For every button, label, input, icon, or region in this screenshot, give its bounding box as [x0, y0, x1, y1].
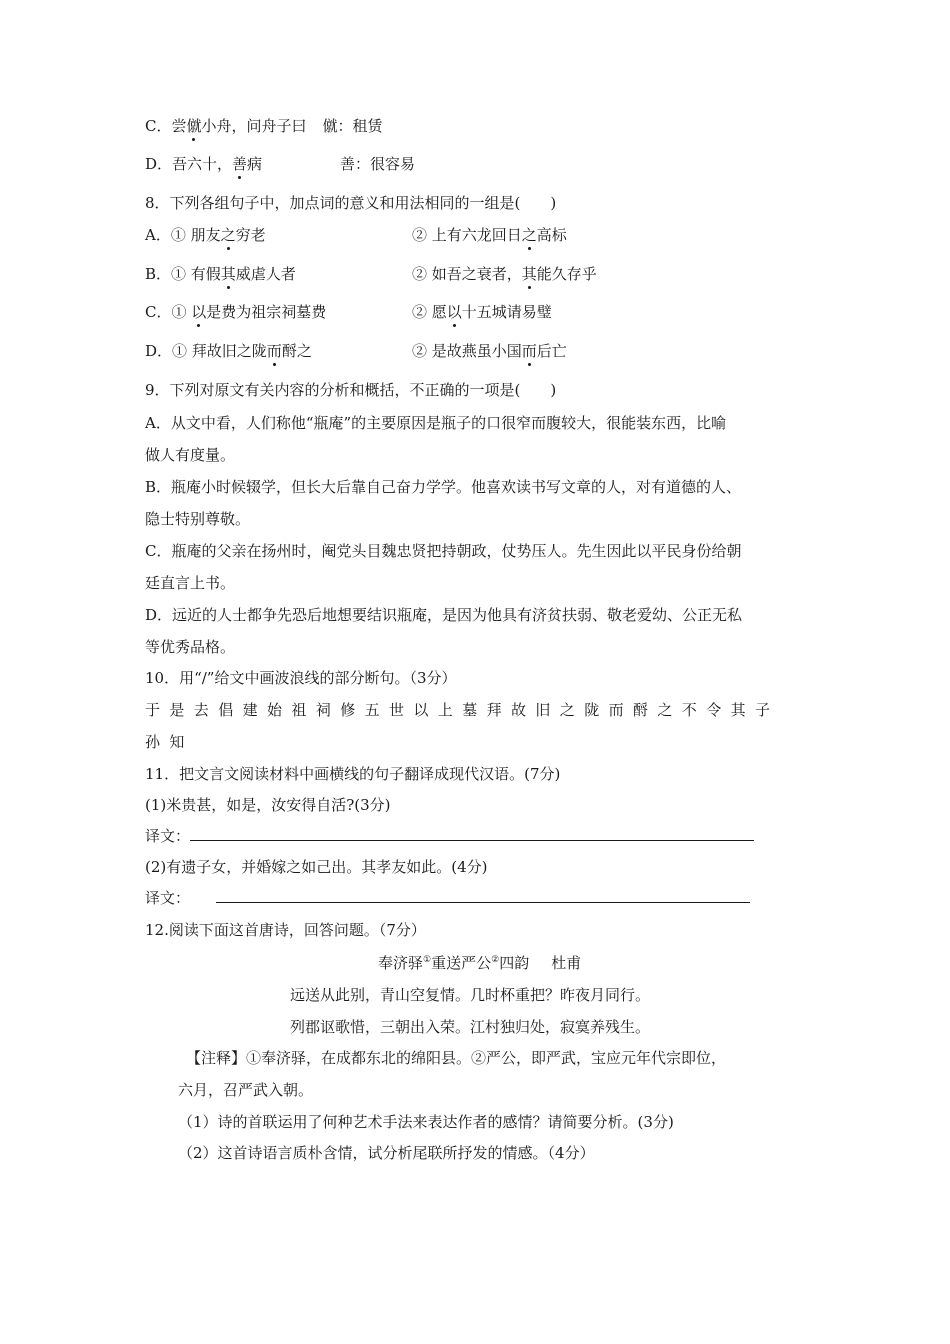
- translation-label: 译文：: [145, 827, 191, 845]
- q8-option-b: B．① 有假其威虐人者 ② 如吾之衰者，其能久存乎: [145, 265, 597, 283]
- q7-option-c: C．尝僦小舟，问舟子曰 僦：租赁: [145, 117, 383, 135]
- q11-part2: (2)有遗子女，并婚嫁之如己出。其孝友如此。(4分): [145, 858, 488, 876]
- dotted-char: 之: [220, 226, 236, 244]
- q7-option-c-gloss: 僦：租赁: [322, 117, 383, 135]
- q9-option-c-line2: 廷直言上书。: [145, 574, 236, 592]
- q8-option-a: A．① 朋友之穷老 ② 上有六龙回日之高标: [145, 226, 567, 244]
- q12-stem: 12.阅读下面这首唐诗，回答问题。（7分）: [145, 921, 426, 939]
- q8-option-d: D．① 拜故旧之陇而酹之 ② 是故燕虽小国而后亡: [145, 342, 567, 360]
- q7-option-d-gloss: 善：很容易: [340, 155, 416, 173]
- q12-subquestion1: （1）诗的首联运用了何种艺术手法来表达作者的感情？请简要分析。(3分): [178, 1113, 674, 1131]
- q12-subquestion2: （2）这首诗语言质朴含情，试分析尾联所抒发的情感。（4分）: [178, 1144, 595, 1162]
- q10-stem: 10．用“/”给文中画波浪线的部分断句。（3分）: [145, 669, 457, 687]
- dotted-char: 而: [521, 342, 537, 360]
- dotted-char: 僦: [186, 117, 202, 135]
- dotted-char: 以: [446, 303, 462, 321]
- q7-option-d: D．吾六十，善病 善：很容易: [145, 155, 416, 173]
- dotted-char: 善: [232, 155, 248, 173]
- q9-option-d-line1: D．远近的人士都争先恐后地想要结识瓶庵，是因为他具有济贫扶弱、敬老爱幼、公正无私: [145, 606, 743, 624]
- dotted-char: 以: [191, 303, 207, 321]
- q11-part1: (1)米贵甚，如是，汝安得自活?(3分): [145, 796, 391, 814]
- poem-line1: 远送从此别，青山空复情。几时杯重把？昨夜月同行。: [290, 986, 651, 1004]
- dotted-char: 之: [521, 226, 537, 244]
- poem-note-line1: 【注释】①奉济驿，在成都东北的绵阳县。②严公，即严武，宝应元年代宗即位，: [186, 1049, 727, 1067]
- q9-option-b-line1: B．瓶庵小时候辍学，但长大后靠自己奋力学学。他喜欢读书写文章的人，对有道德的人、: [145, 478, 742, 496]
- q9-stem: 9．下列对原文有关内容的分析和概括，不正确的一项是( ): [145, 381, 557, 399]
- q9-option-a-line2: 做人有度量。: [145, 446, 236, 464]
- q9-option-a-line1: A．从文中看，人们称他“瓶庵”的主要原因是瓶子的口很窄而腹较大，很能装东西，比喻: [145, 414, 727, 432]
- q8-option-c: C．① 以是费为祖宗祠墓费 ② 愿以十五城请易璧: [145, 303, 552, 321]
- q11-answer-line1: [145, 826, 754, 846]
- poem-note-line2: 六月，召严武入朝。: [178, 1081, 314, 1099]
- q9-option-b-line2: 隐士特别尊敬。: [145, 510, 251, 528]
- q9-option-c-line1: C．瓶庵的父亲在扬州时，阉党头目魏忠贤把持朝政，仗势压人。先生因此以平民身份给朝: [145, 542, 742, 560]
- q10-text-line1: 于是去倡建始祖祠修五世以上墓拜故旧之陇而酹之不令其子: [145, 701, 780, 719]
- q8-stem: 8．下列各组句子中，加点词的意义和用法相同的一组是( ): [145, 194, 557, 212]
- answer-blank[interactable]: [190, 826, 754, 841]
- q10-text-line2: 孙知: [145, 733, 194, 751]
- poem-title: 奉济驿①重送严公②四韵 杜甫: [378, 954, 582, 972]
- q9-option-d-line2: 等优秀品格。: [145, 638, 236, 656]
- q11-answer-line2: [145, 888, 750, 908]
- dotted-char: 其: [521, 265, 537, 283]
- q11-stem: 11．把文言文阅读材料中画横线的句子翻译成现代汉语。(7分): [145, 765, 561, 783]
- dotted-char: 其: [220, 265, 236, 283]
- dotted-char: 而: [266, 342, 282, 360]
- answer-blank[interactable]: [216, 888, 750, 903]
- poem-line2: 列郡讴歌惜，三朝出入荣。江村独归处，寂寞养残生。: [290, 1018, 651, 1036]
- translation-label: 译文：: [145, 889, 191, 907]
- poem-author: 杜甫: [551, 954, 582, 972]
